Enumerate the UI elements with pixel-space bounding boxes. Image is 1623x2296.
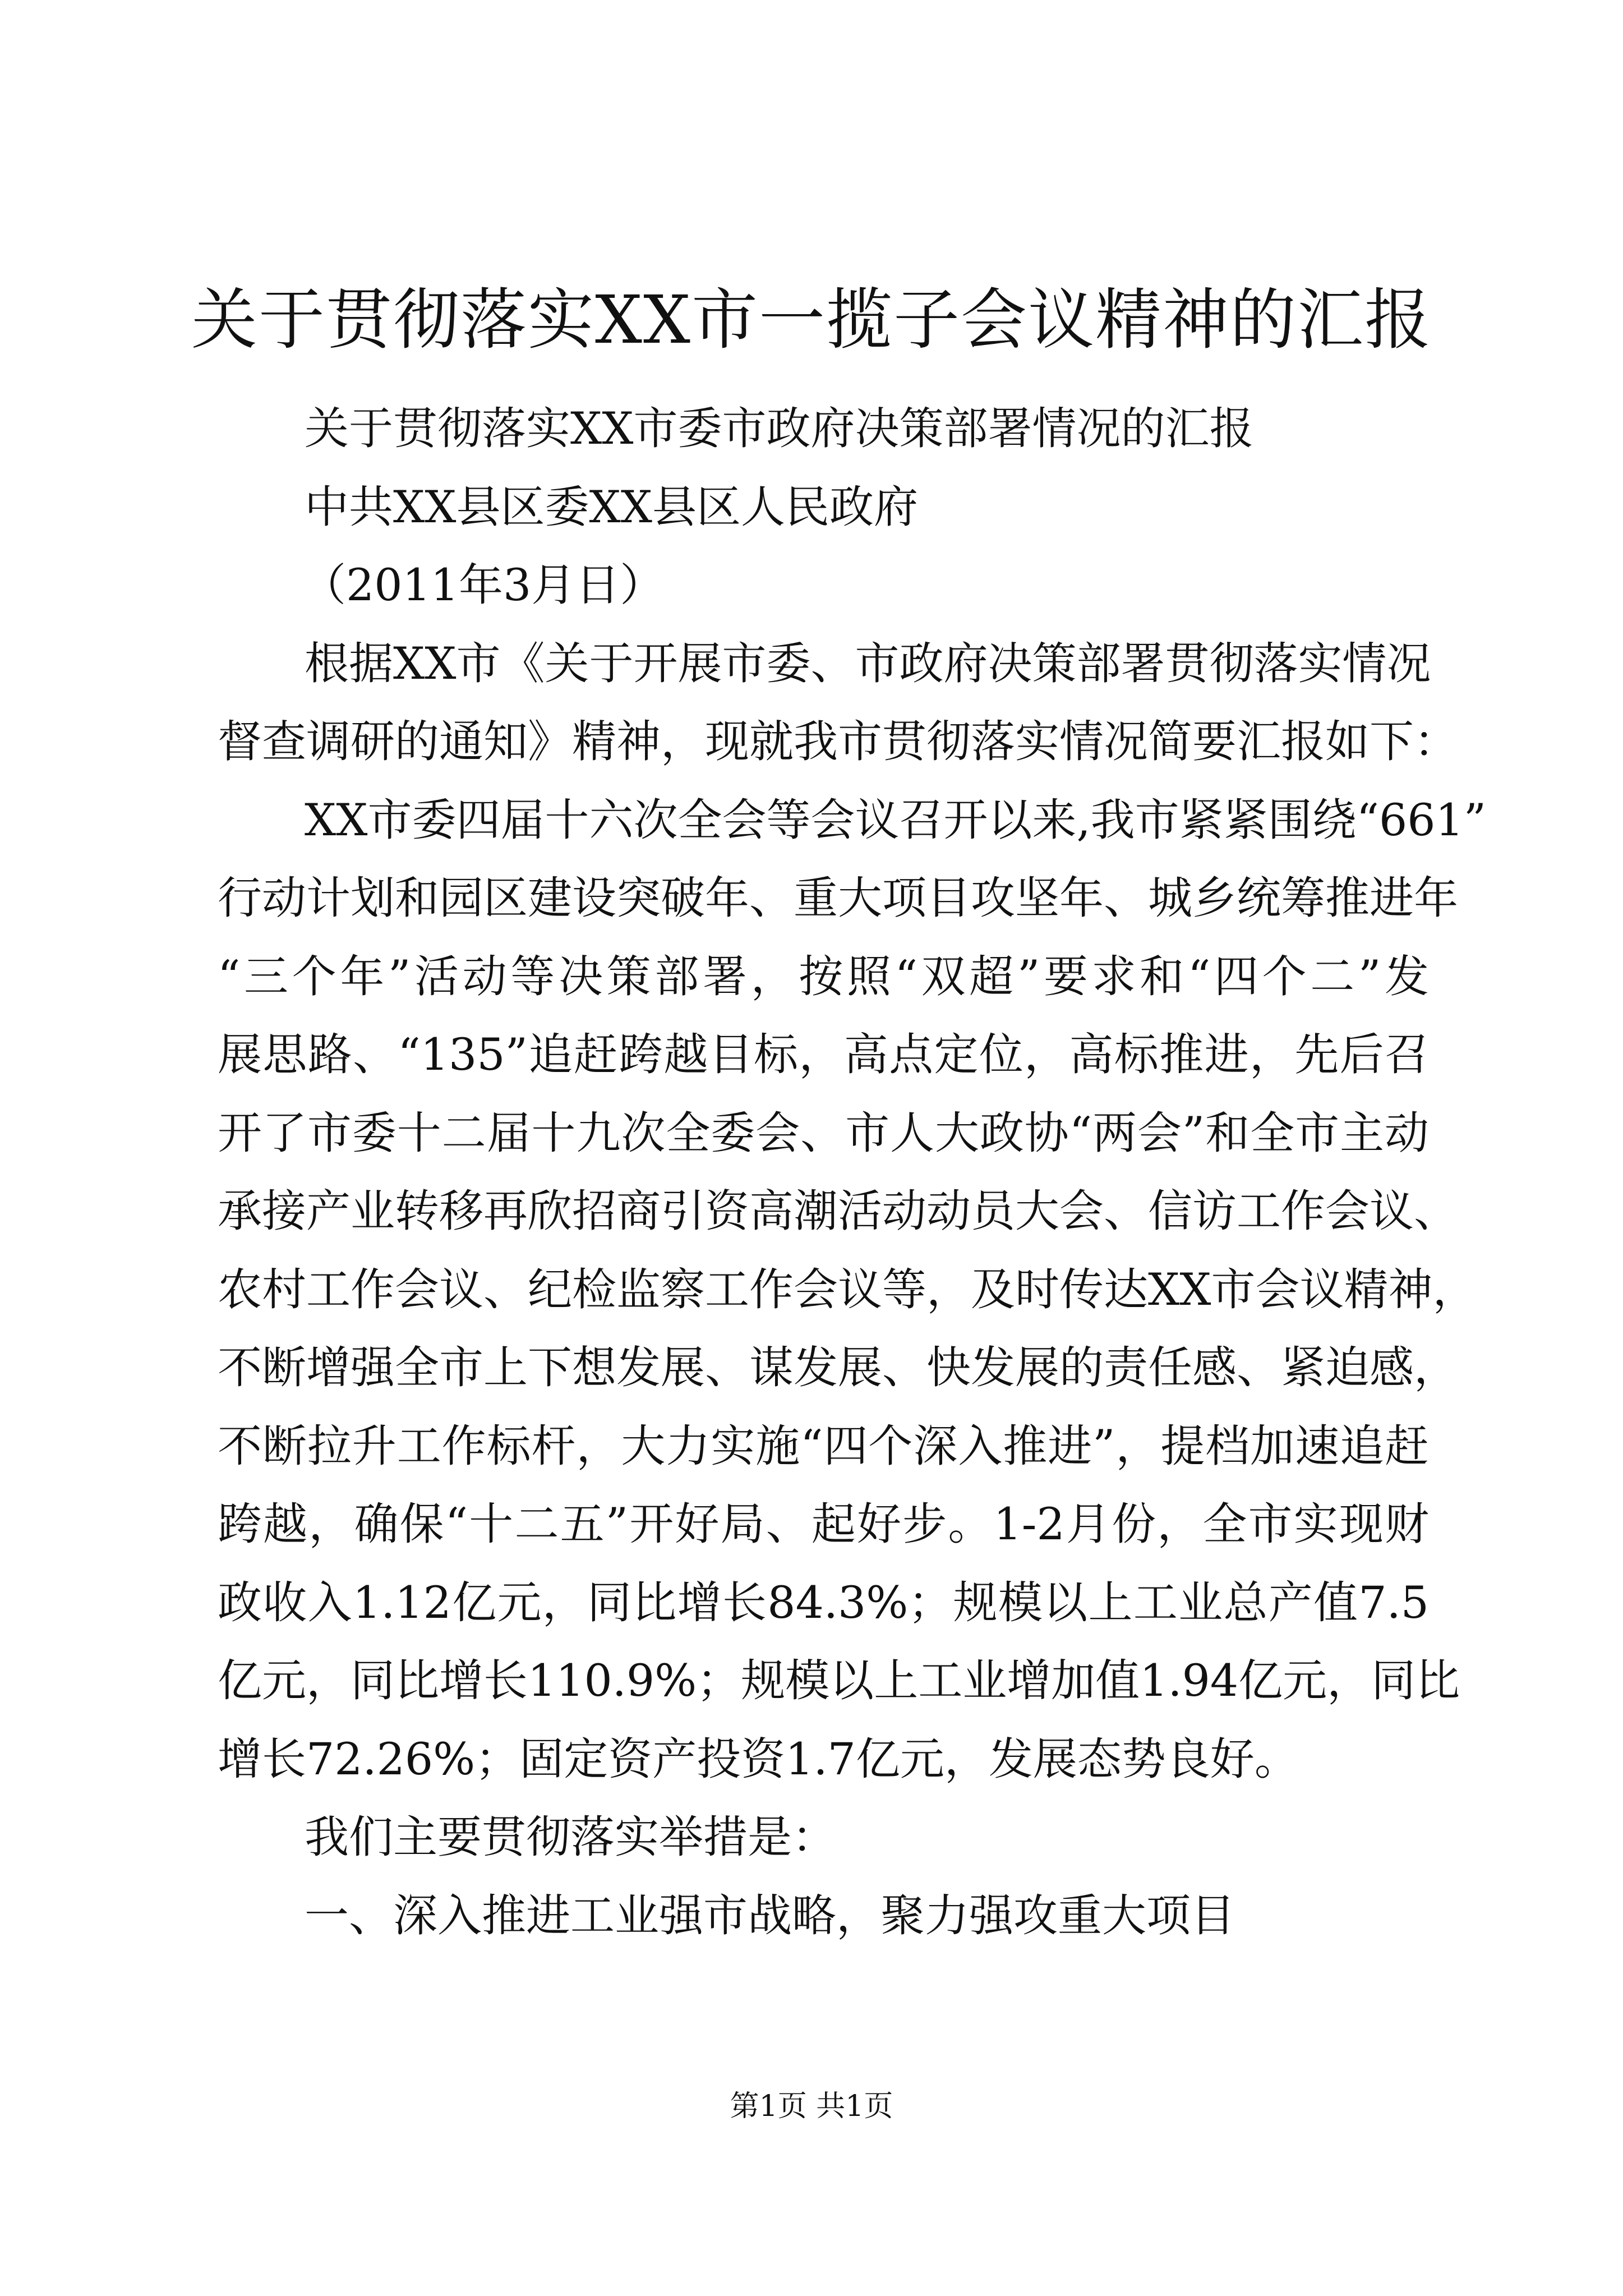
page-number-footer: 第1页 共1页 xyxy=(730,2090,893,2123)
subtitle-line: 关于贯彻落实XX市委市政府决策部署情况的汇报 xyxy=(305,403,1254,454)
paragraph-line: 政收入1.12亿元，同比增长84.3%；规模以上工业总产值7.5 xyxy=(218,1576,1429,1628)
document-title: 关于贯彻落实XX市一揽子会议精神的汇报 xyxy=(191,281,1432,358)
paragraph-line: “三个年”活动等决策部署，按照“双超”要求和“四个二”发 xyxy=(218,950,1429,1002)
paragraph-line: 跨越，确保“十二五”开好局、起好步。1-2月份，全市实现财 xyxy=(218,1498,1429,1550)
issuer-line: 中共XX县区委XX县区人民政府 xyxy=(305,481,918,533)
paragraph-line: 农村工作会议、纪检监察工作会议等，及时传达XX市会议精神， xyxy=(218,1263,1477,1315)
paragraph-line: 不断增强全市上下想发展、谋发展、快发展的责任感、紧迫感， xyxy=(218,1342,1458,1393)
paragraph-line: 增长72.26%；固定资产投资1.7亿元，发展态势良好。 xyxy=(218,1733,1299,1785)
paragraph-line: XX市委四届十六次全会等会议召开以来,我市紧紧围绕“661” xyxy=(305,794,1487,846)
paragraph-line: 展思路、“135”追赶跨越目标，高点定位，高标推进，先后召 xyxy=(218,1029,1429,1080)
paragraph-line: 不断拉升工作标杆，大力实施“四个深入推进”，提档加速追赶 xyxy=(218,1420,1429,1472)
paragraph-line: 承接产业转移再欣招商引资高潮活动动员大会、信访工作会议、 xyxy=(218,1185,1458,1237)
section-heading: 一、深入推进工业强市战略，聚力强攻重大项目 xyxy=(305,1889,1235,1941)
paragraph-line: 开了市委十二届十九次全委会、市人大政协“两会”和全市主动 xyxy=(218,1107,1429,1159)
paragraph-line: 督查调研的通知》精神，现就我市贯彻落实情况简要汇报如下： xyxy=(218,716,1458,767)
paragraph-line: 行动计划和园区建设突破年、重大项目攻坚年、城乡统筹推进年 xyxy=(218,872,1458,924)
paragraph-line: 根据XX市《关于开展市委、市政府决策部署贯彻落实情况 xyxy=(305,637,1431,689)
paragraph-line: 我们主要贯彻落实举措是： xyxy=(305,1811,836,1863)
paragraph-line: 亿元，同比增长110.9%；规模以上工业增加值1.94亿元，同比 xyxy=(218,1655,1460,1706)
date-line: （2011年3月日） xyxy=(302,559,665,611)
document-body xyxy=(218,390,1487,1955)
